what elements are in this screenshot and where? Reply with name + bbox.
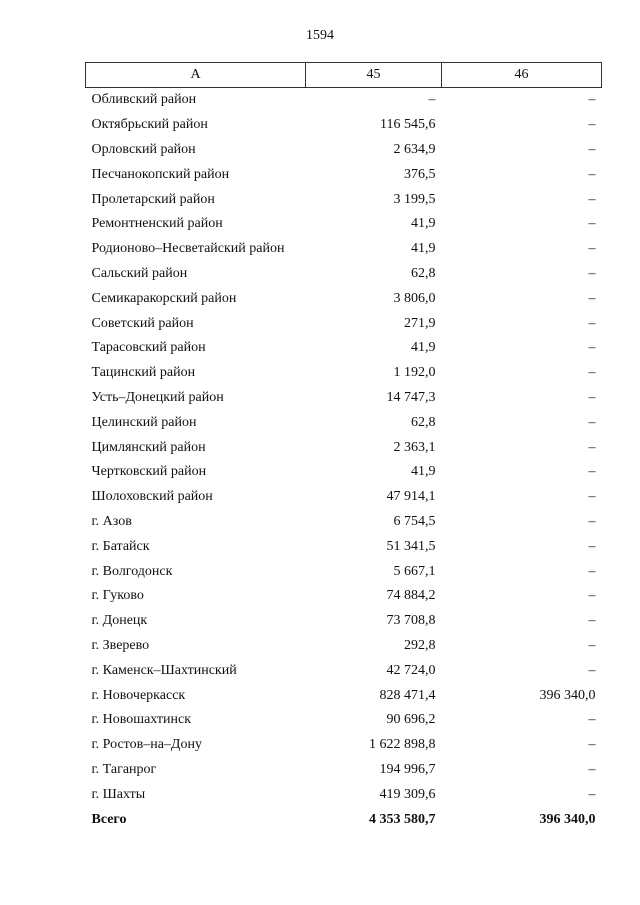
header-col-45: 45 [306, 63, 442, 88]
header-col-a: А [86, 63, 306, 88]
row-value-45: 116 545,6 [380, 117, 436, 133]
table-row [86, 708, 602, 733]
row-value-46: – [588, 141, 596, 157]
row-value-45: 828 471,4 [379, 687, 436, 703]
row-name: г. Ростов–на–Дону [91, 737, 202, 753]
row-value-45: 6 754,5 [393, 513, 436, 529]
row-value-46: – [588, 662, 596, 678]
table-row [86, 634, 602, 659]
table-header [86, 63, 602, 88]
row-name: г. Новошахтинск [91, 712, 192, 728]
table-body [86, 88, 602, 832]
row-name: Чертковский район [91, 464, 207, 480]
row-name: Тарасовский район [91, 340, 206, 356]
table-row [86, 559, 602, 584]
row-value-46: – [588, 315, 596, 331]
row-value-45: 3 806,0 [393, 290, 436, 306]
row-name: Цимлянский район [91, 439, 206, 455]
row-value-46: – [588, 191, 596, 207]
row-name: Ремонтненский район [91, 216, 223, 232]
row-value-46: – [588, 265, 596, 281]
table-row [86, 262, 602, 287]
row-value-45: 5 667,1 [393, 563, 436, 579]
row-value-46: – [588, 389, 596, 405]
table-row [86, 460, 602, 485]
row-name: г. Донецк [91, 613, 148, 629]
row-name: г. Новочеркасск [91, 687, 186, 703]
row-name: Целинский район [91, 414, 197, 430]
table-row [86, 311, 602, 336]
row-value-46: – [588, 538, 596, 554]
row-value-45: 3 199,5 [393, 191, 436, 207]
row-value-45: 41,9 [411, 241, 436, 257]
data-table [85, 62, 602, 832]
row-name: Тацинский район [91, 365, 196, 381]
row-value-45: 2 634,9 [393, 141, 436, 157]
row-value-45: 62,8 [411, 265, 436, 281]
row-value-46: – [588, 588, 596, 604]
row-value-45: 271,9 [404, 315, 436, 331]
row-name: Октябрьский район [91, 117, 208, 133]
row-name: г. Шахты [91, 786, 146, 802]
table-row [86, 113, 602, 138]
table-row [86, 758, 602, 783]
table-row [86, 534, 602, 559]
row-name: Шолоховский район [91, 489, 213, 505]
table-row [86, 286, 602, 311]
row-value-46: – [588, 117, 596, 133]
row-value-46: – [588, 414, 596, 430]
row-name: Обливский район [91, 92, 197, 108]
row-value-45: 74 884,2 [386, 588, 436, 604]
row-value-46: – [588, 216, 596, 232]
table-row [86, 237, 602, 262]
row-value-45: 41,9 [411, 464, 436, 480]
total-row [86, 807, 602, 832]
row-value-46: – [588, 489, 596, 505]
table-row [86, 336, 602, 361]
row-value-45: 73 708,8 [386, 613, 436, 629]
table-row [86, 683, 602, 708]
row-value-46: – [588, 786, 596, 802]
table-row [86, 733, 602, 758]
table-row [86, 386, 602, 411]
row-name: г. Батайск [91, 538, 150, 554]
row-name: Семикаракорский район [91, 290, 237, 306]
row-name: Родионово–Несветайский район [91, 241, 285, 257]
header-row [86, 63, 602, 88]
row-value-45: 419 309,6 [379, 786, 436, 802]
row-value-46: – [588, 340, 596, 356]
row-value-46: – [588, 166, 596, 182]
row-name: Песчанокопский район [91, 166, 230, 182]
row-value-46: – [588, 712, 596, 728]
row-name: г. Гуково [91, 588, 144, 604]
row-name: Сальский район [91, 265, 188, 281]
row-value-46: – [588, 613, 596, 629]
table-row [86, 162, 602, 187]
table-row [86, 138, 602, 163]
row-value-45: 41,9 [411, 216, 436, 232]
table-row [86, 88, 602, 113]
table-row [86, 410, 602, 435]
row-value-46: – [588, 365, 596, 381]
row-name: г. Зверево [91, 637, 150, 653]
row-value-46: – [588, 241, 596, 257]
row-value-45: 1 622 898,8 [369, 737, 436, 753]
row-value-45: 62,8 [411, 414, 436, 430]
table-row [86, 782, 602, 807]
row-name: Усть–Донецкий район [91, 389, 224, 405]
table-row [86, 187, 602, 212]
row-name: г. Волгодонск [91, 563, 173, 579]
row-value-46: 396 340,0 [539, 687, 596, 703]
row-value-46: – [588, 290, 596, 306]
row-name: г. Каменск–Шахтинский [91, 662, 237, 678]
row-name: Советский район [91, 315, 194, 331]
row-value-45: 14 747,3 [386, 389, 436, 405]
row-value-45: – [428, 92, 436, 108]
total-value-46: 396 340,0 [539, 811, 596, 827]
row-value-45: 2 363,1 [393, 439, 436, 455]
table-row [86, 584, 602, 609]
total-label: Всего [91, 811, 127, 827]
row-value-46: – [588, 513, 596, 529]
row-name: г. Азов [91, 513, 132, 529]
row-value-45: 47 914,1 [386, 489, 436, 505]
row-value-45: 41,9 [411, 340, 436, 356]
row-value-45: 194 996,7 [379, 761, 436, 777]
table-row [86, 510, 602, 535]
table-row [86, 435, 602, 460]
row-value-45: 376,5 [404, 166, 436, 182]
table-row [86, 361, 602, 386]
row-value-46: – [588, 92, 596, 108]
row-value-46: – [588, 737, 596, 753]
table-row [86, 212, 602, 237]
page-number: 1594 [306, 28, 334, 43]
table-row [86, 658, 602, 683]
row-name: Орловский район [91, 141, 196, 157]
row-value-45: 51 341,5 [386, 538, 436, 554]
row-value-45: 90 696,2 [386, 712, 436, 728]
table-row [86, 609, 602, 634]
table-row [86, 485, 602, 510]
total-value-45: 4 353 580,7 [369, 811, 436, 827]
row-value-45: 292,8 [404, 637, 436, 653]
row-value-46: – [588, 637, 596, 653]
row-name: г. Таганрог [91, 761, 157, 777]
row-value-46: – [588, 563, 596, 579]
header-col-46: 46 [442, 63, 602, 88]
row-value-46: – [588, 464, 596, 480]
row-value-46: – [588, 761, 596, 777]
row-value-45: 1 192,0 [393, 365, 436, 381]
row-value-46: – [588, 439, 596, 455]
row-value-45: 42 724,0 [386, 662, 436, 678]
row-name: Пролетарский район [91, 191, 215, 207]
